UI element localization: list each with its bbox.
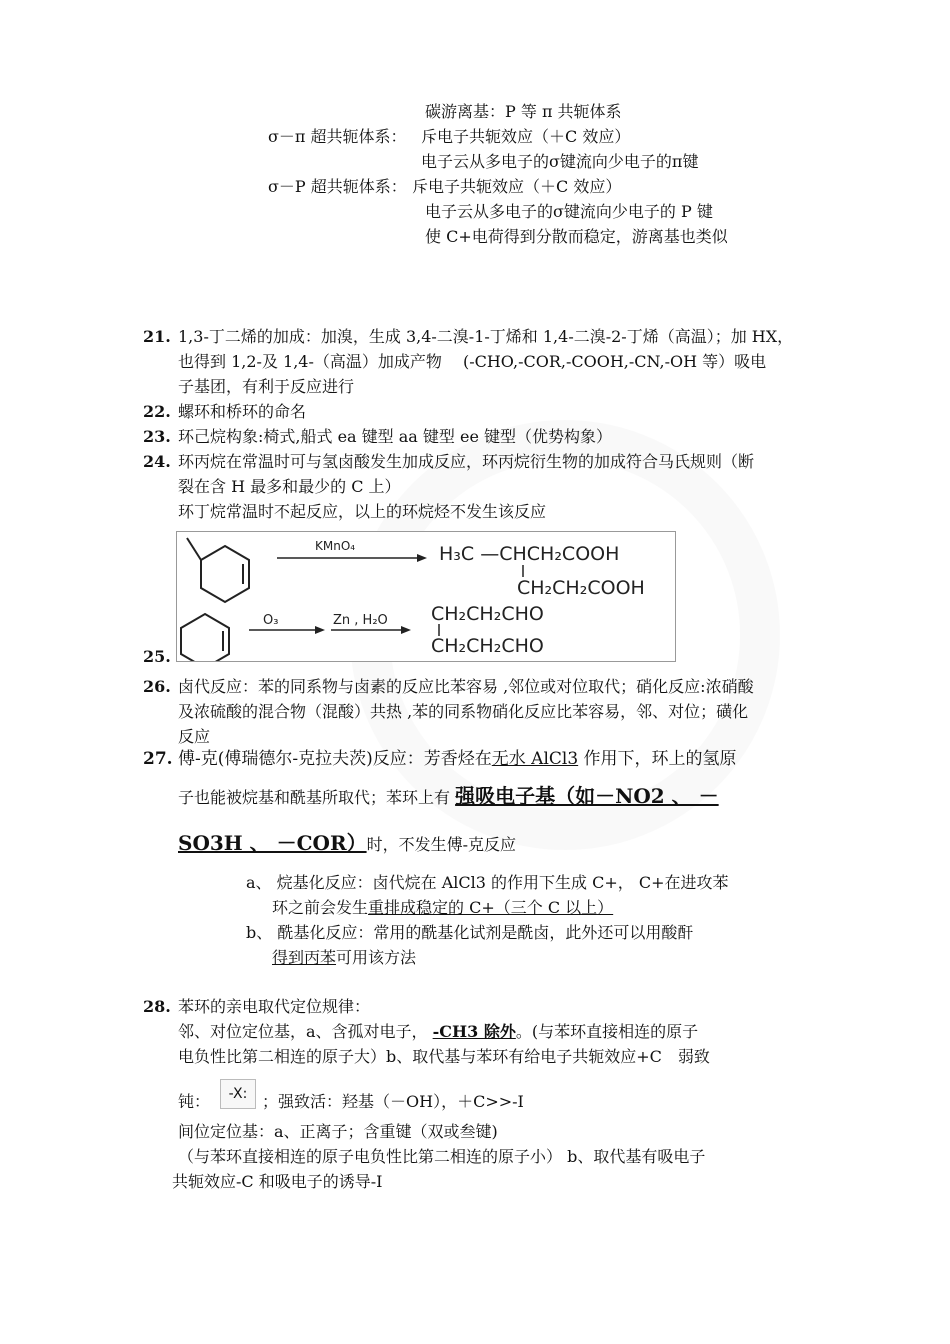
item-28-line-4a: 钝： <box>178 1092 211 1111</box>
item-27-number: 27. <box>143 749 173 769</box>
item-28-line-4b: ；强致活：羟基（－OH），＋C>>-I <box>262 1092 524 1111</box>
conj-line-2-label: σ－π 超共轭体系： <box>268 127 407 146</box>
conj-line-5: 电子云从多电子的σ键流向少电子的 P 键 <box>425 202 713 221</box>
item-28-line-1: 苯环的亲电取代定位规律： <box>178 997 371 1016</box>
item-24-line-2: 裂在含 H 最多和最少的 C 上） <box>178 477 401 496</box>
item-26-line-1: 卤代反应：苯的同系物与卤素的反应比苯容易 ,邻位或对位取代；硝化反应:浓硝酸 <box>178 677 754 696</box>
item-22-text: 螺环和桥环的命名 <box>178 402 307 421</box>
conj-line-4-label: σ－P 超共轭体系： <box>268 177 407 196</box>
item-27-line-3: SO3H 、 －COR）时，不发生傅-克反应 <box>178 831 516 855</box>
item-21-line-1: 1,3-丁二烯的加成：加溴，生成 3,4-二溴-1-丁烯和 1,4-二溴-2-丁烯（高温）；加 HX， <box>178 327 794 346</box>
cyclohexene-ring-1 <box>201 546 249 602</box>
halogen-lone-pair-figure: -X: <box>220 1079 256 1109</box>
item-23-text: 环己烷构象:椅式,船式 ea 键型 aa 键型 ee 键型（优势构象） <box>178 427 613 446</box>
item-26-line-2: 及浓硫酸的混合物（混酸）共热 ,苯的同系物硝化反应比苯容易，邻、对位；磺化 <box>178 702 749 721</box>
item-21-line-2: 也得到 1,2-及 1,4-（高温）加成产物 (-CHO,-COR,-COOH,-CN,-OH 等）吸电 <box>178 352 767 371</box>
reaction-scheme-figure <box>176 531 676 662</box>
methyl-bond <box>187 538 201 560</box>
item-26-number: 26. <box>143 677 171 696</box>
item-24-line-1: 环丙烷在常温时可与氢卤酸发生加成反应，环丙烷衍生物的加成符合马氏规则（断 <box>178 452 755 471</box>
conj-line-4-text: 斥电子共轭效应（＋C 效应） <box>412 177 622 196</box>
item-27-line-1: 傅-克(傅瑞德尔-克拉夫茨)反应：芳香烃在无水 AlCl3 作用下，环上的氢原 <box>178 749 737 769</box>
product-2-line-1: CH₂CH₂CHO <box>431 603 544 625</box>
item-27b-line-2: 得到丙苯可用该方法 <box>272 948 417 967</box>
item-27-line-2: 子也能被烷基和酰基所取代；苯环上有 强吸电子基（如－NO2 、 － <box>178 784 719 808</box>
item-22-number: 22. <box>143 402 171 421</box>
cyclohexene-ring-2 <box>181 614 229 661</box>
item-28-line-5: 间位定位基：a、正离子；含重键（双或叁键) <box>178 1122 498 1141</box>
product-2-line-2: CH₂CH₂CHO <box>431 635 544 657</box>
item-27a-line-2: 环之前会发生重排成稳定的 C+（三个 C 以上） <box>272 898 614 917</box>
item-27a-line-1: a、 烷基化反应：卤代烷在 AlCl3 的作用下生成 C+， C+在进攻苯 <box>246 873 729 892</box>
item-26-line-3: 反应 <box>178 727 211 746</box>
item-28-line-6: （与苯环直接相连的原子电负性比第二相连的原子小） b、取代基有吸电子 <box>178 1147 706 1166</box>
reagent-o3: O₃ <box>263 613 279 628</box>
item-28-line-7: 共轭效应-C 和吸电子的诱导-I <box>172 1172 383 1191</box>
item-21-line-3: 子基团，有利于反应进行 <box>178 377 355 396</box>
conj-line-3: 电子云从多电子的σ键流向少电子的π键 <box>421 152 699 171</box>
item-24-line-3: 环丁烷常温时不起反应，以上的环烷烃不发生该反应 <box>178 502 547 521</box>
reagent-kmno4: KMnO₄ <box>315 539 356 553</box>
conj-line-6: 使 C+电荷得到分散而稳定，游离基也类似 <box>425 227 728 246</box>
conj-line-2-text: 斥电子共轭效应（＋C 效应） <box>421 127 631 146</box>
item-28-number: 28. <box>143 997 171 1016</box>
product-1-line-1: H₃C —CHCH₂COOH <box>439 543 620 565</box>
item-24-number: 24. <box>143 452 171 471</box>
item-25-number: 25. <box>143 647 171 666</box>
item-21-number: 21. <box>143 327 171 346</box>
conj-line-1: 碳游离基：P 等 π 共轭体系 <box>425 102 622 121</box>
item-23-number: 23. <box>143 427 171 446</box>
item-28-line-3: 电负性比第二相连的原子大）b、取代基与苯环有给电子共轭效应+C 弱致 <box>178 1047 710 1066</box>
product-1-line-2: CH₂CH₂COOH <box>517 577 645 599</box>
item-28-line-2: 邻、对位定位基，a、含孤对电子， -CH3 除外。(与苯环直接相连的原子 <box>178 1022 699 1041</box>
item-27b-line-1: b、 酰基化反应：常用的酰基化试剂是酰卤，此外还可以用酸酐 <box>246 923 694 942</box>
reagent-zn-h2o: Zn , H₂O <box>333 613 388 628</box>
